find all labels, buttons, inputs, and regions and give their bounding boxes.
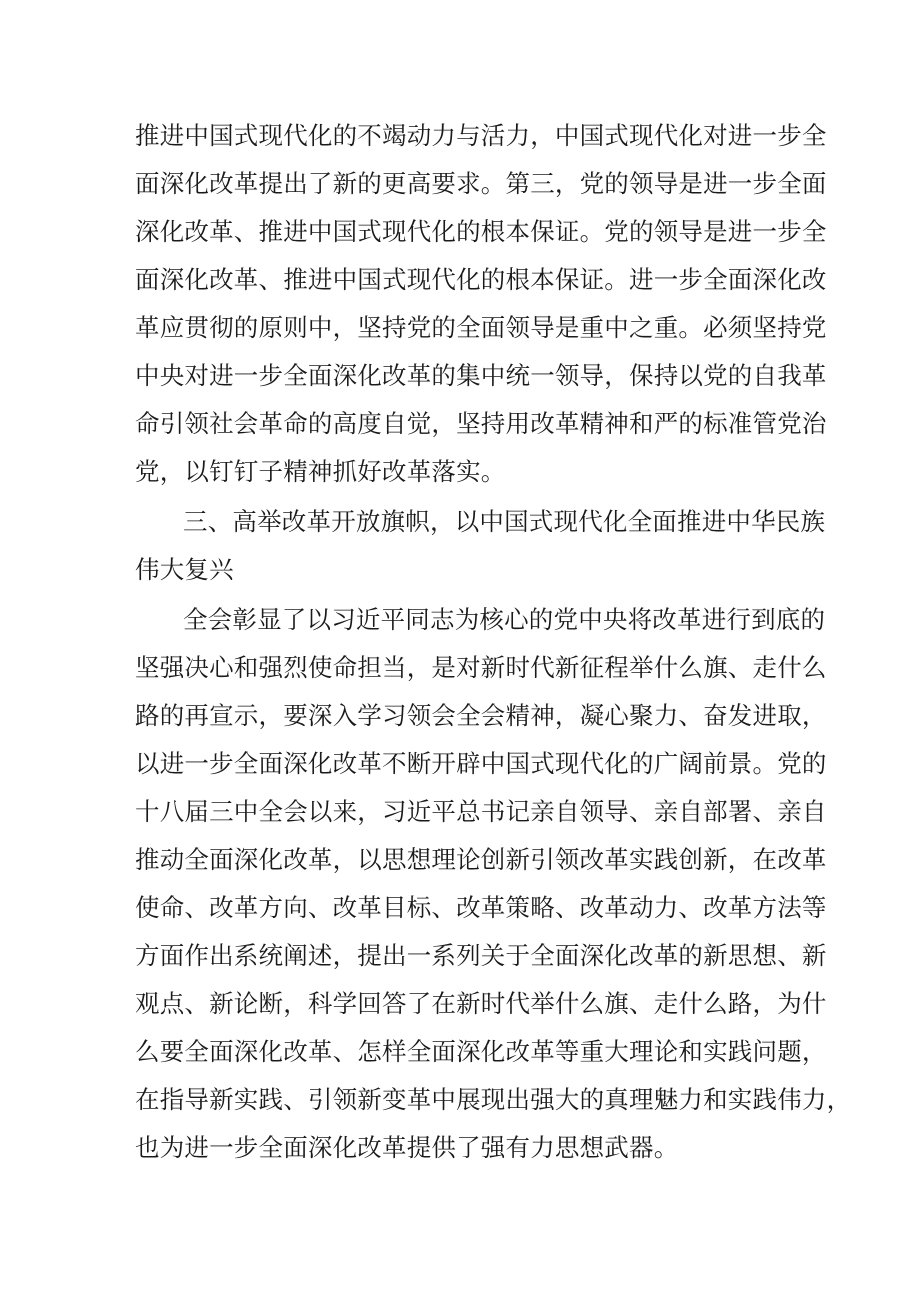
text-line: 面深化改革提出了新的更高要求。第三，党的领导是进一步全面: [135, 169, 827, 198]
section-heading-line: 三、高举改革开放旗帜，以中国式现代化全面推进中华民族: [183, 507, 826, 536]
text-line: 十八届三中全会以来，习近平总书记亲自领导、亲自部署、亲自: [135, 797, 827, 826]
text-line: 深化改革、推进中国式现代化的根本保证。党的领导是进一步全: [135, 217, 827, 246]
section-heading-line: 伟大复兴: [135, 555, 234, 584]
text-line: 中央对进一步全面深化改革的集中统一领导，保持以党的自我革: [135, 361, 827, 390]
text-line: 以进一步全面深化改革不断开辟中国式现代化的广阔前景。党的: [135, 749, 827, 778]
text-line: 使命、改革方向、改革目标、改革策略、改革动力、改革方法等: [135, 893, 827, 922]
text-line: 面深化改革、推进中国式现代化的根本保证。进一步全面深化改: [135, 265, 827, 294]
text-line: 在指导新实践、引领新变革中展现出强大的真理魅力和实践伟力，: [135, 1085, 852, 1114]
text-line: 也为进一步全面深化改革提供了强有力思想武器。: [135, 1133, 679, 1162]
text-line: 推进中国式现代化的不竭动力与活力，中国式现代化对进一步全: [135, 121, 827, 150]
text-line: 方面作出系统阐述，提出一系列关于全面深化改革的新思想、新: [135, 941, 827, 970]
text-line: 党，以钉钉子精神抓好改革落实。: [135, 457, 506, 486]
text-line: 坚强决心和强烈使命担当，是对新时代新征程举什么旗、走什么: [135, 653, 827, 682]
text-line: 革应贯彻的原则中，坚持党的全面领导是重中之重。必须坚持党: [135, 313, 827, 342]
text-line: 路的再宣示，要深入学习领会全会精神，凝心聚力、奋发进取，: [135, 701, 827, 730]
text-line: 观点、新论断，科学回答了在新时代举什么旗、走什么路，为什: [135, 989, 827, 1018]
text-line: 推动全面深化改革，以思想理论创新引领改革实践创新，在改革: [135, 845, 827, 874]
text-line: 么要全面深化改革、怎样全面深化改革等重大理论和实践问题，: [135, 1037, 827, 1066]
text-line: 命引领社会革命的高度自觉，坚持用改革精神和严的标准管党治: [135, 409, 827, 438]
text-line: 全会彰显了以习近平同志为核心的党中央将改革进行到底的: [183, 605, 826, 634]
